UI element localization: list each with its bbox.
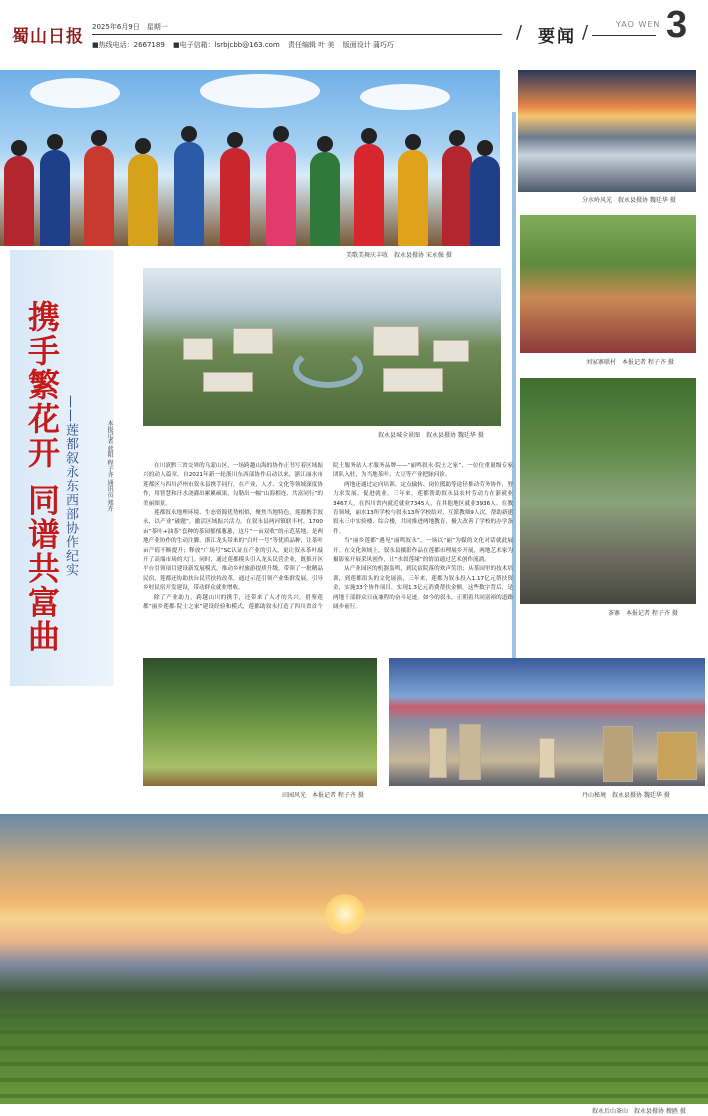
photo-town — [143, 268, 501, 426]
newspaper-logo: 蜀山日报 — [12, 27, 84, 47]
hotline: ■热线电话：2667189 — [92, 41, 165, 49]
caption-field: 田园风光 本报记者 程子齐 摄 — [282, 792, 364, 799]
caption-teahouse: 茶寨 本报记者 程子齐 摄 — [608, 610, 678, 617]
page-number: 3 — [666, 4, 688, 46]
header-rule — [92, 34, 502, 35]
headline-byline: 本报记者 蓝阳 程子齐 通讯员 郑卉 — [106, 420, 113, 512]
headline-subtitle: ——莲都叙永东西部协作纪实 — [63, 395, 78, 577]
email: ■电子信箱：lsrbjcbb@163.com — [173, 41, 280, 49]
photo-village — [520, 215, 696, 353]
article-paragraph: 从产业园区的机器轰鸣，到民宿院落的欢声笑语；从茶园里的技术培训，到莲都街头的文化展演，三年来，莲都为叙永投入1.17亿元帮扶资金，实施33个协作项目，实现1.3亿元消费帮扶金额，这些数字背后，是两地干部群众日夜兼程的奋斗足迹。如今的叙永，正朝着共同富裕的道路阔步前行。 — [333, 566, 513, 611]
section-rule — [592, 35, 656, 36]
section-english: YAO WEN — [616, 20, 661, 29]
article-paragraph: 当“丽乡莲都”遇见“丽鸣叙永”，一场以“丽”为媒的文化对话就此展开。在文化领域上，叙永县摄影作品在莲都市理展乡开展，两地艺术家为摄影家开展采风创作，让“水叙莲缘”的情谊通过艺术创作流淌。 — [333, 538, 513, 564]
article-paragraph: 两地还通过定向培训、定点输转、岗位援助等途径推动劳务协作，努力求发展、促进就业。三年来，莲都帮助叙永县农村劳动力在浙就业3467人，在四川省内就近就业7345人，在其他地区就业3936人。在教育领域，丽水13所学校与叙永13所学校结对，互派教师9人次。帮助新建叙永三中实验楼、综合楼，共同推进两地教育，极大改善了学校的办学条件。 — [333, 481, 514, 535]
editor: 责任编辑 叶 美 — [288, 41, 335, 49]
photo-dance — [0, 70, 500, 246]
section-slash-right: / — [582, 22, 589, 43]
section-title: 要闻 — [538, 27, 576, 47]
photo-tea-garden — [0, 814, 708, 1104]
header-info — [92, 40, 400, 50]
photo-city — [389, 658, 705, 786]
issue-date: 2025年6月9日 星期一 — [92, 23, 168, 31]
designer: 版面设计 蒲巧巧 — [342, 41, 394, 49]
caption-city: 丹山秘境 叙永县摄协 魏廷华 摄 — [582, 792, 670, 799]
article-body — [143, 462, 513, 652]
section-slash-left: / — [516, 22, 523, 43]
article-paragraph: 除了产业助力，跨越山川的携手，还带来了人才的共兴。借鉴莲都“丽乡莲都·院士之家”建设经验和模式，莲都助叙永打造了四川省首个院士服务站人才服务品牌——“丽鸣叙永·院士之家”，一位位重量级专家团队入驻，为当地茶叶、大豆等产业把脉问诊。 — [143, 463, 513, 611]
photo-sunrise — [518, 70, 696, 192]
article-paragraph: 莲都叙永地理环境、生态资源优势相似，聚焦当地特色，莲都携手叙永，以产业“破题”，激活区域振兴活力。在叙永县两河镇联丰村，1700亩“茶叶+油茶”套种的茶园郁郁葱葱，这片“一亩双收”的示范基地，是两地产业协作的生动注脚。浙江龙头带来的“白叶一号”等优质品种，让茶叶亩产值不断提升；释放“广场号”SC认证在产业的引入，更让叙永茶叶敲开了高端市场的大门。同时，通过莲都模头引入龙头民营企业，既推开区平台引领项目建设新发展模式，推动乡村旅游提质升级，带领了一批精品民宿，莲都还协助扶台民营扶持改革，通过示范引领产业集群发展，引导乡村民宿开发建设，带动群众就业增收。 — [143, 510, 323, 592]
caption-tea-garden: 叙永后山茶山 叙永县摄协 穆鸥 摄 — [592, 1108, 686, 1115]
photo-field — [143, 658, 377, 786]
caption-dance: 美歌美舞庆丰收 叙永县摄协 宋永强 摄 — [346, 252, 452, 259]
masthead — [0, 0, 708, 62]
photo-teahouse — [520, 378, 696, 604]
headline-main: 携手繁花开 同谱共富曲 — [23, 300, 61, 654]
caption-town: 叙永县城全景图 叙永县摄协 魏廷华 摄 — [378, 432, 484, 439]
caption-village: 刘家寨联村 本报记者 程子齐 摄 — [586, 359, 674, 366]
article-paragraph: 在川滇黔三省交界的乌蒙山区，一场跨越山海的协作正书写着区域振兴的动人篇章。自2021年新一轮浙川东西部协作启动以来，浙江丽水市莲都区与四川泸州市叙永县携手同行，在产业、人才、文化等领域深度协作，用智慧和汗水浇灌出累累硕果，勾勒出一幅“山海相连、共富同行”的美丽图景。 — [143, 463, 323, 507]
caption-sunrise: 分水岭风光 叙永县摄协 魏廷华 摄 — [582, 197, 676, 204]
